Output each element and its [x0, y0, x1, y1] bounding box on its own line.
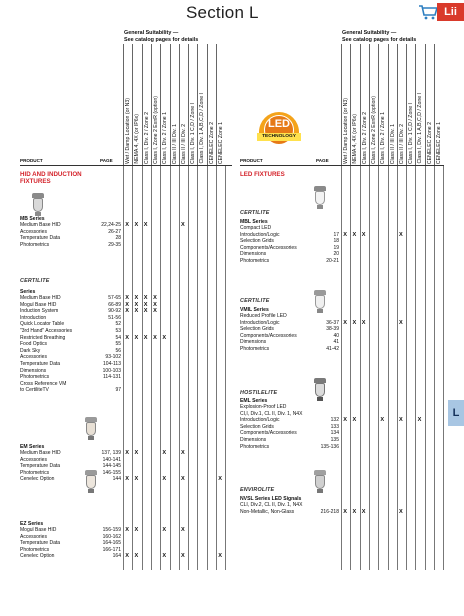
suitability-mark: X: [218, 476, 222, 483]
row-label: Selection Grids: [240, 326, 274, 333]
led-label: LED: [268, 118, 290, 130]
suitability-mark: X: [352, 319, 357, 326]
product-col-header-left: PRODUCT: [20, 158, 43, 163]
cart-icon: [418, 4, 438, 20]
suitability-mark: X: [125, 222, 129, 228]
grid-line: [425, 166, 426, 570]
row-label: Cross Reference VM: [20, 380, 67, 387]
row-page: 97: [115, 387, 121, 394]
row-label: CI,I, Div.1, CL II, Div. 1, N4X: [240, 410, 303, 417]
suitability-mark: X: [125, 308, 129, 315]
suitability-mark: X: [352, 417, 357, 424]
ez-series-title: EZ Series: [20, 521, 44, 527]
suitability-note-left: General Suitability — See catalog pages for details: [124, 30, 199, 43]
product-col-header-right: PRODUCT: [240, 158, 263, 163]
column-header-label: CENELEC Zone 2: [208, 121, 215, 164]
suitability-mark: X: [153, 334, 157, 341]
column-header: [132, 44, 141, 166]
suitability-mark: X: [162, 334, 167, 341]
column-header-label: Class I, Div. 2 / Zone 1: [380, 111, 387, 164]
suitability-mark: X: [181, 476, 185, 483]
grid-line: [188, 166, 189, 570]
suitability-mark: X: [162, 476, 167, 483]
row-label: Induction System: [20, 308, 59, 315]
grid-line: [341, 166, 342, 570]
row-page: 166-171: [102, 546, 121, 553]
suitability-mark: X: [134, 527, 139, 533]
row-page: 26-27: [108, 228, 121, 235]
column-header-label: Class I, Div. 1 A,B,C,D / Zone I: [417, 93, 424, 164]
row-page: 146-155: [102, 469, 121, 476]
column-header-label: CENELEC Zone 1: [436, 121, 442, 164]
row-label: Photometrics: [240, 443, 270, 450]
suitability-mark: X: [417, 417, 422, 424]
row-label: Photometrics: [20, 546, 50, 553]
row-page: 28: [115, 235, 121, 242]
logo-text: Lii: [437, 3, 464, 21]
column-header: [425, 44, 434, 166]
grid-line: [207, 166, 208, 570]
column-header: [207, 44, 216, 166]
suitability-mark: X: [399, 319, 403, 326]
grid-line: [170, 166, 171, 570]
row-page: 93-102: [105, 354, 121, 361]
column-header: [341, 44, 350, 166]
suitability-mark: X: [143, 222, 148, 228]
column-header-label: Class I, Div. 1 C,D / Zone I: [408, 102, 415, 164]
row-label: Food Optics: [20, 341, 47, 348]
column-header-label: NEMA 4, 4X (or IP6x): [134, 114, 141, 164]
column-header-label: Class II / III Div. 1: [389, 123, 396, 164]
grid-line: [160, 166, 161, 570]
column-header-label: CENELEC Zone 2: [426, 121, 433, 164]
row-label: Introduction/Logic: [240, 319, 280, 326]
column-header: [142, 44, 151, 166]
row-page: 52: [115, 321, 121, 328]
suitability-mark: X: [134, 295, 139, 301]
em-series-image: [83, 417, 99, 441]
row-page: 41-42: [326, 345, 339, 352]
suitability-mark: X: [143, 295, 148, 301]
suitability-mark: X: [125, 301, 129, 308]
row-page: 216-218: [320, 508, 339, 515]
column-header: [350, 44, 359, 166]
row-page: 156-159: [102, 527, 121, 533]
suitability-mark: X: [134, 222, 139, 228]
row-page: 20-21: [326, 257, 339, 264]
row-page: 160-162: [102, 533, 121, 540]
suitability-mark: X: [153, 295, 157, 301]
suitability-mark: X: [218, 553, 222, 560]
row-label: Medium Base HID: [20, 222, 61, 228]
column-header-label: Class I, Zone 2 ExnR (option): [152, 95, 159, 164]
row-label: Photometrics: [20, 241, 50, 248]
row-page: 20: [333, 251, 339, 258]
suitability-mark: X: [134, 334, 139, 341]
nvsl-series-image: [312, 470, 328, 494]
suitability-mark: X: [153, 301, 157, 308]
category-hid-induction: HID AND INDUCTION FIXTURES: [20, 171, 82, 185]
row-label: Temperature Data: [20, 463, 61, 470]
row-page: 140-141: [102, 456, 121, 463]
category-led-fixtures: LED FIXTURES: [240, 171, 285, 178]
envirolite-brand: ENVIROLITE: [240, 487, 275, 493]
column-header: [151, 44, 160, 166]
row-page: 18: [333, 238, 339, 245]
row-label: Introduction/Logic: [240, 231, 280, 238]
suitability-mark: X: [162, 527, 167, 533]
grid-line: [350, 166, 351, 570]
row-label: Selection Grids: [240, 238, 274, 245]
row-label: Selection Grids: [240, 423, 274, 430]
grid-line: [406, 166, 407, 570]
suitability-mark: X: [134, 476, 139, 483]
suitability-mark: X: [143, 301, 148, 308]
column-header: [369, 44, 378, 166]
column-header-label: Class I, Div. 2 / Zone 1: [162, 111, 169, 164]
suitability-mark: X: [125, 295, 129, 301]
row-page: 100-103: [102, 367, 121, 374]
mbl-series-title: MBL Series: [240, 219, 268, 225]
column-header: [216, 44, 225, 166]
column-header-label: Wet / Damp Location (or N3): [125, 98, 131, 164]
grid-line: [415, 166, 416, 570]
suitability-mark: X: [343, 417, 347, 424]
eml-series-title: EML Series: [240, 398, 268, 404]
brand-logo: [418, 3, 464, 21]
suitability-mark: X: [134, 301, 139, 308]
row-label: to CertiliteTV: [20, 387, 49, 394]
column-header-label: Class I, Div. 2 / Zone 2: [361, 111, 368, 164]
hostilelite-brand: HOSTILELITE: [240, 390, 278, 396]
grid-line: [397, 166, 398, 570]
row-label: Introduction: [20, 314, 47, 321]
row-label: Reduced Profile LED: [240, 313, 287, 319]
row-page: 56: [115, 347, 121, 354]
suitability-mark: X: [399, 417, 403, 424]
mb-series-image: [30, 193, 46, 217]
grid-line: [388, 166, 389, 570]
row-page: 133: [330, 423, 339, 430]
column-header-label: Wet / Damp Location (or N3): [343, 98, 349, 164]
em-series-title: EM Series: [20, 444, 45, 450]
row-page: 53: [115, 327, 121, 334]
row-page: 41: [333, 339, 339, 346]
row-label: Accessories: [20, 456, 47, 463]
row-label: Quick Locator Table: [20, 321, 65, 328]
row-label: Photometrics: [20, 469, 50, 476]
grid-line: [142, 166, 143, 570]
row-page: 57-65: [108, 295, 121, 301]
certilite-brand-left: CERTILITE: [20, 278, 50, 284]
column-header: [160, 44, 169, 166]
row-label: CLI, Div.2, CL II, Div. 1, N4X: [240, 502, 303, 508]
suitability-mark: X: [143, 334, 148, 341]
vmil-series-image: [312, 290, 328, 314]
suitability-mark: X: [399, 508, 403, 515]
column-header-label: Class II / III Div. 2: [180, 123, 187, 164]
column-header-label: Class I, Zone 2 ExnR (option): [370, 95, 377, 164]
row-label: Temperature Data: [20, 360, 61, 367]
row-page: 55: [115, 341, 121, 348]
suitability-mark: X: [352, 508, 357, 515]
led-technology-badge: [257, 112, 303, 148]
row-page: 54: [115, 334, 121, 341]
eml-series-image: [312, 378, 328, 402]
suitability-mark: X: [399, 231, 403, 238]
row-page: 144: [112, 476, 121, 483]
column-header-label: Class I, Div. 1 C,D / Zone I: [190, 102, 197, 164]
row-label: Accessories: [20, 228, 47, 235]
suitability-mark: X: [125, 476, 129, 483]
row-label: Mogul Base HID: [20, 301, 57, 308]
suitability-mark: X: [143, 308, 148, 315]
row-label: Temperature Data: [20, 235, 61, 242]
suitability-mark: X: [153, 308, 157, 315]
row-label: Compact LED: [240, 225, 272, 231]
header-rule-right: [240, 165, 444, 166]
column-header: [179, 44, 188, 166]
grid-line: [434, 166, 435, 570]
column-header-label: Class I, Div. 1 A,B,C,D / Zone I: [199, 93, 206, 164]
column-header: [406, 44, 415, 166]
row-label: Introduction/Logic: [240, 417, 280, 424]
grid-line: [216, 166, 217, 570]
row-label: Dark Sky: [20, 347, 41, 354]
section-side-tab[interactable]: L: [448, 400, 464, 426]
row-label: Explosion-Proof LED: [240, 404, 287, 410]
suitability-mark: X: [361, 231, 366, 238]
row-label: Cenelec Option: [20, 553, 55, 560]
row-page: 104-113: [103, 360, 121, 367]
certilite-series-title: Series: [20, 289, 36, 295]
suitability-mark: X: [361, 508, 366, 515]
header-rule-left: [20, 165, 232, 166]
column-header: [170, 44, 179, 166]
column-header: [397, 44, 406, 166]
grid-line: [151, 166, 152, 570]
suitability-mark: X: [134, 450, 139, 456]
nvsl-series-title: NVSL Series LED Signals: [240, 496, 302, 502]
suitability-mark: X: [361, 319, 366, 326]
column-header: [123, 44, 132, 166]
grid-line: [179, 166, 180, 570]
column-header: [188, 44, 197, 166]
row-page: 90-92: [108, 308, 121, 315]
suitability-note-right: General Suitability — See catalog pages for details: [342, 30, 417, 43]
suitability-mark: X: [343, 231, 347, 238]
suitability-mark: X: [134, 308, 139, 315]
suitability-mark: X: [181, 527, 185, 533]
row-page: 135: [330, 436, 339, 443]
page-col-header-left: PAGE: [100, 158, 113, 163]
grid-line: [197, 166, 198, 570]
column-header: [360, 44, 369, 166]
row-label: Restricted Breathing: [20, 334, 66, 341]
row-label: Medium Base HID: [20, 295, 61, 301]
grid-line: [360, 166, 361, 570]
row-label: Accessories: [20, 354, 47, 361]
row-label: Photometrics: [240, 257, 270, 264]
technology-label: TECHNOLOGY: [257, 133, 301, 141]
row-label: Accessories: [20, 533, 47, 540]
grid-line: [378, 166, 379, 570]
mbl-series-image: [312, 186, 328, 210]
grid-line: [123, 166, 124, 570]
column-header: [434, 44, 443, 166]
column-header-label: NEMA 4, 4X (or IP6x): [352, 114, 359, 164]
certilite-brand-mbl: CERTILITE: [240, 210, 270, 216]
suitability-mark: X: [125, 334, 129, 341]
section-title: Section L: [186, 3, 259, 22]
row-label: Dimensions: [240, 436, 267, 443]
mb-series-title: MB Series: [20, 216, 45, 222]
row-page: 114-131: [103, 374, 121, 381]
suitability-mark: X: [181, 553, 185, 560]
row-page: 135-136: [320, 443, 339, 450]
suitability-mark: X: [125, 450, 129, 456]
row-label: Dimensions: [20, 367, 47, 374]
row-page: 29-35: [108, 241, 121, 248]
suitability-mark: X: [162, 553, 167, 560]
column-header: [388, 44, 397, 166]
row-page: 144-145: [102, 463, 121, 470]
row-page: 40: [333, 332, 339, 339]
vmil-series-title: VMIL Series: [240, 307, 269, 313]
row-label: Components/Accessories: [240, 244, 297, 251]
row-page: 19: [333, 244, 339, 251]
row-page: 38-39: [326, 326, 339, 333]
column-header: [415, 44, 424, 166]
suitability-mark: X: [181, 222, 185, 228]
suitability-mark: X: [181, 450, 185, 456]
column-header-label: Class II / III Div. 2: [398, 123, 405, 164]
grid-line: [225, 166, 226, 570]
row-label: Cenelec Option: [20, 476, 55, 483]
row-label: "3rd Hand" Accessories: [20, 327, 73, 334]
row-page: 137, 139: [101, 450, 121, 456]
row-page: 36-37: [326, 319, 339, 326]
column-header: [378, 44, 387, 166]
page-col-header-right: PAGE: [316, 158, 329, 163]
row-label: Components/Accessories: [240, 430, 297, 437]
row-label: Non-Metallic, Non-Glass: [240, 508, 295, 515]
row-page: 132: [330, 417, 339, 424]
suitability-mark: X: [162, 450, 167, 456]
suitability-mark: X: [125, 527, 129, 533]
column-header: [197, 44, 206, 166]
row-page: 66-89: [108, 301, 121, 308]
grid-line: [369, 166, 370, 570]
row-page: 164-165: [102, 540, 121, 547]
row-label: Medium Base HID: [20, 450, 61, 456]
suitability-mark: X: [352, 231, 357, 238]
column-header-label: Class I, Div. 2 / Zone 2: [143, 111, 150, 164]
row-page: 164: [112, 553, 121, 560]
row-label: Photometrics: [20, 374, 50, 381]
row-page: 22,24-25: [101, 222, 121, 228]
suitability-mark: X: [380, 417, 385, 424]
suitability-mark: X: [343, 508, 347, 515]
suitability-mark: X: [134, 553, 139, 560]
suitability-mark: X: [125, 553, 129, 560]
column-header-label: Class II / III Div. 1: [171, 123, 178, 164]
grid-line: [443, 166, 444, 570]
row-page: 51-56: [108, 314, 121, 321]
row-label: Dimensions: [240, 339, 267, 346]
row-label: Photometrics: [240, 345, 270, 352]
certilite-brand-vmil: CERTILITE: [240, 298, 270, 304]
row-page: 17: [333, 231, 339, 238]
row-page: 134: [330, 430, 339, 437]
suitability-mark: X: [343, 319, 347, 326]
grid-line: [132, 166, 133, 570]
column-header-label: CENELEC Zone 1: [218, 121, 224, 164]
row-label: Components/Accessories: [240, 332, 297, 339]
row-label: Temperature Data: [20, 540, 61, 547]
row-label: Mogul Base HID: [20, 527, 57, 533]
row-label: Dimensions: [240, 251, 267, 258]
